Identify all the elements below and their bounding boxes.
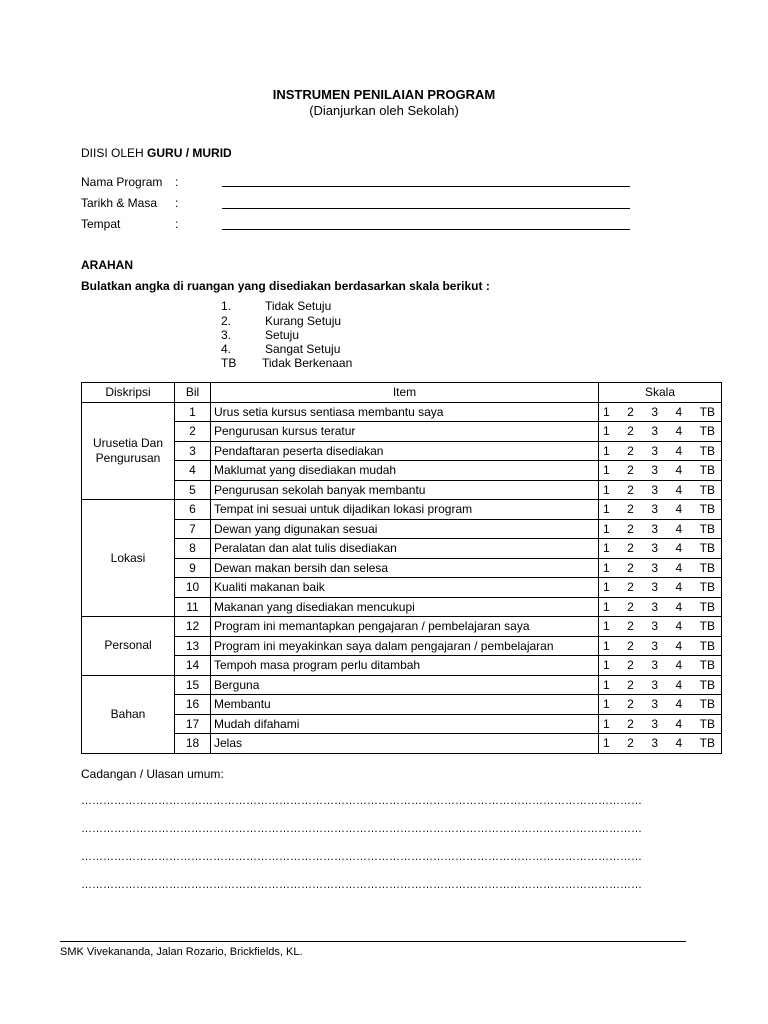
scale-option[interactable]: 4: [675, 482, 683, 497]
scale-option[interactable]: 3: [651, 658, 658, 673]
arahan-heading: ARAHAN: [81, 258, 133, 272]
scale-option[interactable]: 2: [627, 424, 634, 439]
scale-text: Tidak Setuju: [265, 299, 332, 313]
scale-option[interactable]: 2: [627, 697, 634, 712]
scale-text: Sangat Setuju: [265, 342, 341, 356]
row-scale: [599, 402, 722, 422]
footer-divider: [60, 941, 686, 942]
scale-option[interactable]: 3: [651, 560, 658, 575]
comment-line[interactable]: ………………………………………………………………………………………………………………………………………: [81, 823, 642, 835]
row-scale: [599, 422, 722, 442]
header-diskripsi: Diskripsi: [82, 383, 175, 403]
scale-option[interactable]: TB: [699, 521, 715, 536]
field-colon: :: [175, 217, 179, 231]
scale-option[interactable]: 4: [675, 697, 683, 712]
scale-option[interactable]: 1: [603, 521, 610, 536]
scale-option[interactable]: 4: [675, 658, 683, 673]
row-scale: [599, 519, 722, 539]
row-bil: 11: [175, 597, 211, 617]
scale-option[interactable]: 1: [603, 697, 610, 712]
scale-option[interactable]: TB: [699, 736, 715, 751]
scale-number: 2.: [221, 314, 232, 328]
row-scale: [599, 597, 722, 617]
evaluation-table-body: [82, 383, 722, 754]
row-item: Kualiti makanan baik: [211, 578, 599, 598]
scale-number: 3.: [221, 328, 232, 342]
scale-option[interactable]: 4: [675, 599, 683, 614]
scale-option[interactable]: 1: [603, 541, 610, 556]
table-row: [82, 539, 722, 559]
scale-option[interactable]: 3: [651, 697, 658, 712]
group-label: Urusetia Dan Pengurusan: [82, 402, 175, 500]
scale-option[interactable]: TB: [699, 541, 715, 556]
field-colon: :: [175, 175, 179, 189]
scale-option[interactable]: 3: [651, 541, 658, 556]
table-row: [82, 597, 722, 617]
scale-option[interactable]: TB: [699, 482, 715, 497]
scale-option[interactable]: 1: [603, 404, 610, 419]
row-bil: 4: [175, 461, 211, 481]
row-item: Mudah difahami: [211, 714, 599, 734]
scale-option[interactable]: 4: [675, 521, 683, 536]
page-title: INSTRUMEN PENILAIAN PROGRAM: [272, 87, 496, 102]
scale-option[interactable]: 2: [627, 463, 634, 478]
scale-number: 1.: [221, 299, 232, 313]
header-skala: Skala: [599, 383, 722, 403]
row-scale: [599, 441, 722, 461]
row-scale: [599, 675, 722, 695]
field-label-tempat: Tempat: [81, 217, 121, 231]
scale-option[interactable]: 2: [627, 502, 634, 517]
scale-option[interactable]: 2: [627, 658, 634, 673]
row-scale: [599, 578, 722, 598]
scale-option[interactable]: TB: [699, 716, 715, 731]
scale-option[interactable]: 4: [675, 638, 683, 653]
scale-option[interactable]: 1: [603, 638, 610, 653]
row-bil: 16: [175, 695, 211, 715]
scale-option[interactable]: 3: [651, 502, 658, 517]
scale-option[interactable]: 4: [675, 463, 683, 478]
scale-option[interactable]: 1: [603, 502, 610, 517]
row-scale: [599, 539, 722, 559]
scale-option[interactable]: TB: [699, 658, 715, 673]
scale-option[interactable]: TB: [699, 404, 715, 419]
scale-option[interactable]: 3: [651, 677, 658, 692]
scale-option[interactable]: 2: [627, 482, 634, 497]
row-item: Urus setia kursus sentiasa membantu saya: [211, 402, 599, 422]
scale-option[interactable]: 4: [675, 580, 683, 595]
field-line-tarikh-masa[interactable]: [222, 208, 630, 209]
table-header-row: [82, 383, 722, 403]
row-item: Peralatan dan alat tulis disediakan: [211, 539, 599, 559]
row-bil: 18: [175, 734, 211, 754]
header-item: Item: [211, 383, 599, 403]
scale-option[interactable]: 4: [675, 677, 683, 692]
scale-option[interactable]: 3: [651, 424, 658, 439]
row-bil: 14: [175, 656, 211, 676]
scale-option[interactable]: 1: [603, 580, 610, 595]
scale-option[interactable]: 2: [627, 580, 634, 595]
evaluation-table: [81, 382, 722, 754]
scale-option[interactable]: 2: [627, 716, 634, 731]
scale-option[interactable]: 1: [603, 658, 610, 673]
scale-option[interactable]: 4: [675, 736, 683, 751]
footer-address: SMK Vivekananda, Jalan Rozario, Brickfields, KL.: [60, 946, 303, 958]
row-scale: [599, 656, 722, 676]
row-item: Makanan yang disediakan mencukupi: [211, 597, 599, 617]
row-item: Pendaftaran peserta disediakan: [211, 441, 599, 461]
table-row: [82, 480, 722, 500]
row-bil: 17: [175, 714, 211, 734]
row-bil: 2: [175, 422, 211, 442]
scale-option[interactable]: 1: [603, 560, 610, 575]
scale-option[interactable]: TB: [699, 580, 715, 595]
comments-label: Cadangan / Ulasan umum:: [81, 767, 224, 781]
scale-option[interactable]: TB: [699, 424, 715, 439]
row-scale: [599, 617, 722, 637]
scale-option[interactable]: 1: [603, 443, 610, 458]
row-item: Membantu: [211, 695, 599, 715]
scale-option[interactable]: 3: [651, 404, 658, 419]
scale-number: 4.: [221, 342, 232, 356]
scale-option[interactable]: 1: [603, 599, 610, 614]
row-item: Dewan yang digunakan sesuai: [211, 519, 599, 539]
scale-option[interactable]: TB: [699, 638, 715, 653]
row-item: Pengurusan kursus teratur: [211, 422, 599, 442]
table-row: [82, 636, 722, 656]
table-row: [82, 695, 722, 715]
header-bil: Bil: [175, 383, 211, 403]
scale-option[interactable]: 2: [627, 443, 634, 458]
scale-option[interactable]: 3: [651, 638, 658, 653]
group-label: Bahan: [82, 675, 175, 753]
scale-option[interactable]: 3: [651, 443, 658, 458]
scale-option[interactable]: 3: [651, 619, 658, 634]
scale-option[interactable]: TB: [699, 443, 715, 458]
row-scale: [599, 714, 722, 734]
scale-option[interactable]: TB: [699, 677, 715, 692]
table-row: [82, 734, 722, 754]
scale-option[interactable]: TB: [699, 560, 715, 575]
field-line-nama-program[interactable]: [222, 186, 630, 187]
row-bil: 8: [175, 539, 211, 559]
row-item: Tempat ini sesuai untuk dijadikan lokasi program: [211, 500, 599, 520]
table-row: [82, 578, 722, 598]
table-row: [82, 519, 722, 539]
scale-option[interactable]: 4: [675, 560, 683, 575]
comment-line[interactable]: ………………………………………………………………………………………………………………………………………: [81, 879, 642, 891]
scale-option[interactable]: 3: [651, 599, 658, 614]
filled-by-prefix: DIISI OLEH: [81, 146, 148, 160]
table-row: [82, 500, 722, 520]
scale-option[interactable]: 2: [627, 736, 634, 751]
scale-option[interactable]: 2: [627, 541, 634, 556]
scale-option[interactable]: 2: [627, 638, 634, 653]
row-bil: 6: [175, 500, 211, 520]
scale-option[interactable]: 2: [627, 404, 634, 419]
scale-option[interactable]: 2: [627, 560, 634, 575]
scale-option[interactable]: TB: [699, 463, 715, 478]
table-row: [82, 441, 722, 461]
page-subtitle: (Dianjurkan oleh Sekolah): [309, 103, 459, 118]
table-row: [82, 617, 722, 637]
scale-option[interactable]: 3: [651, 716, 658, 731]
group-label: Lokasi: [82, 500, 175, 617]
table-row: [82, 656, 722, 676]
scale-option[interactable]: 1: [603, 463, 610, 478]
scale-option[interactable]: 4: [675, 619, 683, 634]
row-scale: [599, 636, 722, 656]
row-bil: 15: [175, 675, 211, 695]
arahan-instruction: Bulatkan angka di ruangan yang disediakan berdasarkan skala berikut :: [81, 279, 490, 293]
group-label: Personal: [82, 617, 175, 676]
table-row: [82, 422, 722, 442]
scale-option[interactable]: TB: [699, 599, 715, 614]
scale-option[interactable]: 4: [675, 716, 683, 731]
scale-option[interactable]: 2: [627, 619, 634, 634]
scale-option[interactable]: TB: [699, 697, 715, 712]
scale-option[interactable]: 3: [651, 463, 658, 478]
scale-text: Tidak Berkenaan: [262, 356, 353, 370]
scale-option[interactable]: 3: [651, 736, 658, 751]
row-item: Tempoh masa program perlu ditambah: [211, 656, 599, 676]
scale-option[interactable]: 1: [603, 716, 610, 731]
row-item: Program ini meyakinkan saya dalam pengajaran / pembelajaran: [211, 636, 599, 656]
row-bil: 13: [175, 636, 211, 656]
row-item: Maklumat yang disediakan mudah: [211, 461, 599, 481]
row-item: Program ini memantapkan pengajaran / pembelajaran saya: [211, 617, 599, 637]
table-row: [82, 402, 722, 422]
row-scale: [599, 695, 722, 715]
table-row: [82, 558, 722, 578]
scale-option[interactable]: 3: [651, 580, 658, 595]
scale-option[interactable]: 4: [675, 443, 683, 458]
row-scale: [599, 734, 722, 754]
scale-text: Setuju: [265, 328, 300, 342]
field-label-nama-program: Nama Program: [81, 175, 163, 189]
scale-option[interactable]: 3: [651, 521, 658, 536]
scale-option[interactable]: 4: [675, 541, 683, 556]
comment-line[interactable]: ………………………………………………………………………………………………………………………………………: [81, 851, 642, 863]
row-bil: 5: [175, 480, 211, 500]
table-row: [82, 714, 722, 734]
scale-option[interactable]: 4: [675, 424, 683, 439]
row-item: Pengurusan sekolah banyak membantu: [211, 480, 599, 500]
scale-option[interactable]: 1: [603, 736, 610, 751]
scale-option[interactable]: 4: [675, 502, 683, 517]
scale-option[interactable]: TB: [699, 502, 715, 517]
scale-option[interactable]: 1: [603, 482, 610, 497]
row-bil: 7: [175, 519, 211, 539]
row-scale: [599, 500, 722, 520]
scale-option[interactable]: 1: [603, 619, 610, 634]
row-bil: 10: [175, 578, 211, 598]
row-scale: [599, 558, 722, 578]
table-row: [82, 675, 722, 695]
scale-option[interactable]: 4: [675, 404, 683, 419]
table-row: [82, 461, 722, 481]
scale-number: TB: [221, 356, 237, 370]
row-scale: [599, 480, 722, 500]
scale-option[interactable]: 1: [603, 677, 610, 692]
scale-option[interactable]: 2: [627, 521, 634, 536]
scale-option[interactable]: 2: [627, 599, 634, 614]
scale-option[interactable]: 1: [603, 424, 610, 439]
filled-by-line: [81, 146, 232, 160]
row-bil: 3: [175, 441, 211, 461]
row-bil: 9: [175, 558, 211, 578]
field-colon: :: [175, 196, 179, 210]
scale-text: Kurang Setuju: [265, 314, 342, 328]
row-bil: 12: [175, 617, 211, 637]
row-item: Dewan makan bersih dan selesa: [211, 558, 599, 578]
row-bil: 1: [175, 402, 211, 422]
filled-by-role: GURU / MURID: [147, 146, 232, 160]
field-line-tempat[interactable]: [222, 229, 630, 230]
field-label-tarikh-masa: Tarikh & Masa: [81, 196, 158, 210]
row-item: Jelas: [211, 734, 599, 754]
scale-option[interactable]: TB: [699, 619, 715, 634]
scale-option[interactable]: 3: [651, 482, 658, 497]
row-item: Berguna: [211, 675, 599, 695]
comment-line[interactable]: ………………………………………………………………………………………………………………………………………: [81, 795, 642, 807]
row-scale: [599, 461, 722, 481]
scale-option[interactable]: 2: [627, 677, 634, 692]
